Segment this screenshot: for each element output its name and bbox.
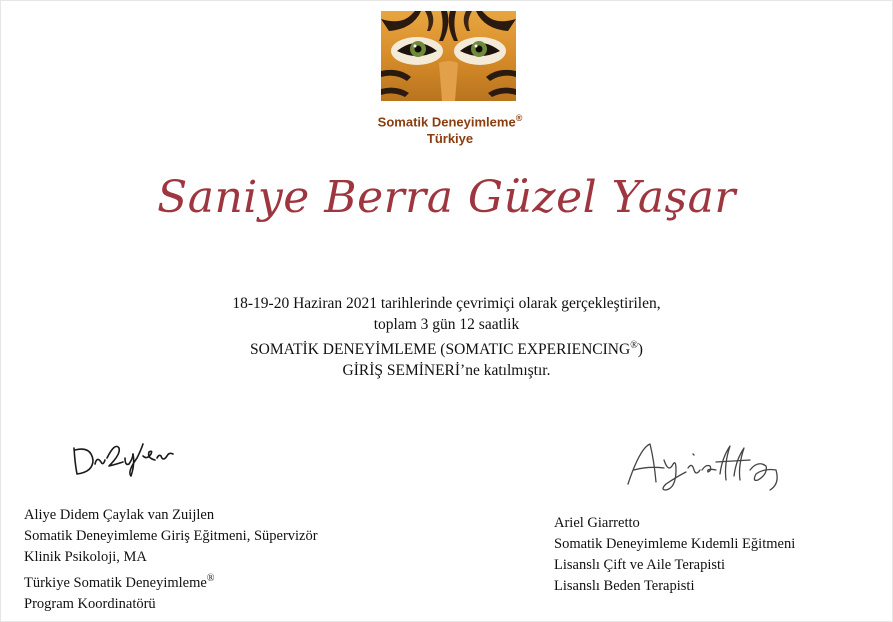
signatory-right-block <box>554 513 884 597</box>
signature-right <box>620 440 790 495</box>
certificate-statement <box>0 293 893 381</box>
brand-line-2: Türkiye <box>426 131 474 147</box>
signatory-left-title-2: Klinik Psikoloji, MA <box>24 549 147 565</box>
brand-line-1: Somatik Deneyimleme® <box>377 113 523 130</box>
signatory-left-title-1: Somatik Deneyimleme Giriş Eğitmeni, Süpervizör <box>24 528 318 544</box>
statement-line-3: SOMATİK DENEYİMLEME (SOMATIC EXPERIENCING®) <box>250 340 643 359</box>
statement-line-4: GİRİŞ SEMİNERİ’ne katılmıştır. <box>342 362 551 380</box>
signatory-left-block <box>24 505 424 615</box>
signatory-right-title-3: Lisanslı Beden Terapisti <box>554 578 695 594</box>
signatory-left-title-4: Program Koordinatörü <box>24 595 156 612</box>
signatory-right-name: Ariel Giarretto <box>554 515 640 531</box>
signatory-left-name: Aliye Didem Çaylak van Zuijlen <box>24 507 215 523</box>
signatory-right-title-1: Somatik Deneyimleme Kıdemli Eğitmeni <box>554 536 796 552</box>
brand-text <box>300 110 600 147</box>
statement-line-2: toplam 3 gün 12 saatlik <box>373 316 520 333</box>
statement-line-1: 18-19-20 Haziran 2021 tarihlerinde çevrimiçi olarak gerçekleştirilen, <box>232 295 661 312</box>
signature-left <box>69 428 179 480</box>
signatory-right-title-2: Lisanslı Çift ve Aile Terapisti <box>554 557 726 573</box>
tiger-eyes-icon <box>381 11 516 101</box>
signatory-left-title-3: Türkiye Somatik Deneyimleme® <box>24 573 215 591</box>
recipient-name: Saniye Berra Güzel Yaşar <box>157 172 736 223</box>
